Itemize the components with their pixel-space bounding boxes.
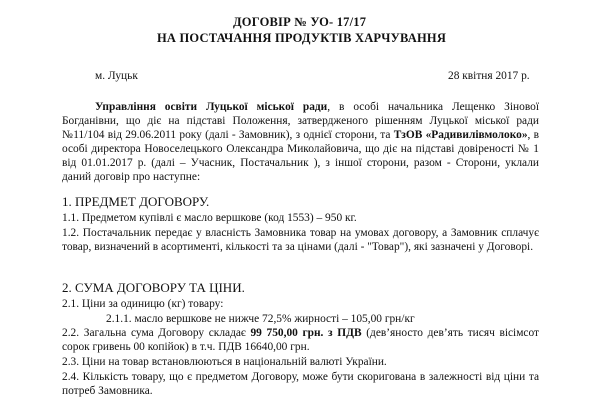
- contract-date: 28 квітня 2017 р.: [448, 70, 530, 82]
- clause-2-2-text-1: 2.2. Загальна сума Договору складає: [62, 327, 251, 339]
- section-2-heading: 2. СУМА ДОГОВОРУ ТА ЦІНИ.: [62, 280, 245, 295]
- clause-2-4: 2.4. Кількість товару, що є предметом Договору, може бути скоригована в залежності від ціни та потреб Замовника.: [62, 371, 539, 397]
- clause-2-2: [62, 326, 539, 354]
- contract-total-amount: 99 750,00 грн. з ПДВ: [250, 327, 362, 339]
- customer-organization: Управління освіти Луцької міської ради: [95, 101, 328, 113]
- contract-number-title: ДОГОВІР № УО- 17/17: [233, 15, 367, 29]
- clause-1-1: 1.1. Предметом купівлі є масло вершкове (код 1553) – 950 кг.: [62, 212, 357, 224]
- clause-2-1: 2.1. Ціни за одиницю (кг) товару:: [62, 298, 224, 310]
- clause-2-2-text-2: (дев’яносто дев’ять тисяч вісімсот сорок гривень 00 копійок) в т.ч. ПДВ 16640,00 грн.: [62, 327, 539, 353]
- clause-2-3: 2.3. Ціни на товар встановлюються в національній валюті України.: [62, 356, 387, 368]
- preamble-text-1: , в особі начальника Лещенко Зінової Богданівни, що діє на підставі Положення, затвердженого рішенням Луцької міської ради №11/104 від 29.06.2011 року (далі - Замовник), з однієї сторони, та: [62, 101, 539, 141]
- preamble-paragraph: [62, 100, 539, 184]
- supplier-name: ТзОВ «Радивилівмолоко»: [393, 129, 528, 141]
- clause-2-1-1: 2.1.1. масло вершкове не нижче 72,5% жирності – 105,00 грн/кг: [106, 313, 415, 325]
- preamble-text-2: , в особі директора Новоселецького Олександра Миколайовича, що діє на підставі довіреності № 1 від 01.01.2017 р. (далі – Учасник, Постачальник ), з іншої сторони, разом - Сторони, уклали даний договір про наступне:: [62, 129, 539, 183]
- contract-subject-title: НА ПОСТАЧАННЯ ПРОДУКТІВ ХАРЧУВАННЯ: [157, 31, 447, 45]
- place-of-signing: м. Луцьк: [95, 70, 138, 82]
- section-1-heading: 1. ПРЕДМЕТ ДОГОВОРУ.: [62, 194, 210, 209]
- clause-1-2: 1.2. Постачальник передає у власність Замовника товар на умовах договору, а Замовник сплачує товар, визначений в асортименті, кількості та за цінами (далі - "Товар"), які зазначені у Договорі.: [62, 227, 539, 253]
